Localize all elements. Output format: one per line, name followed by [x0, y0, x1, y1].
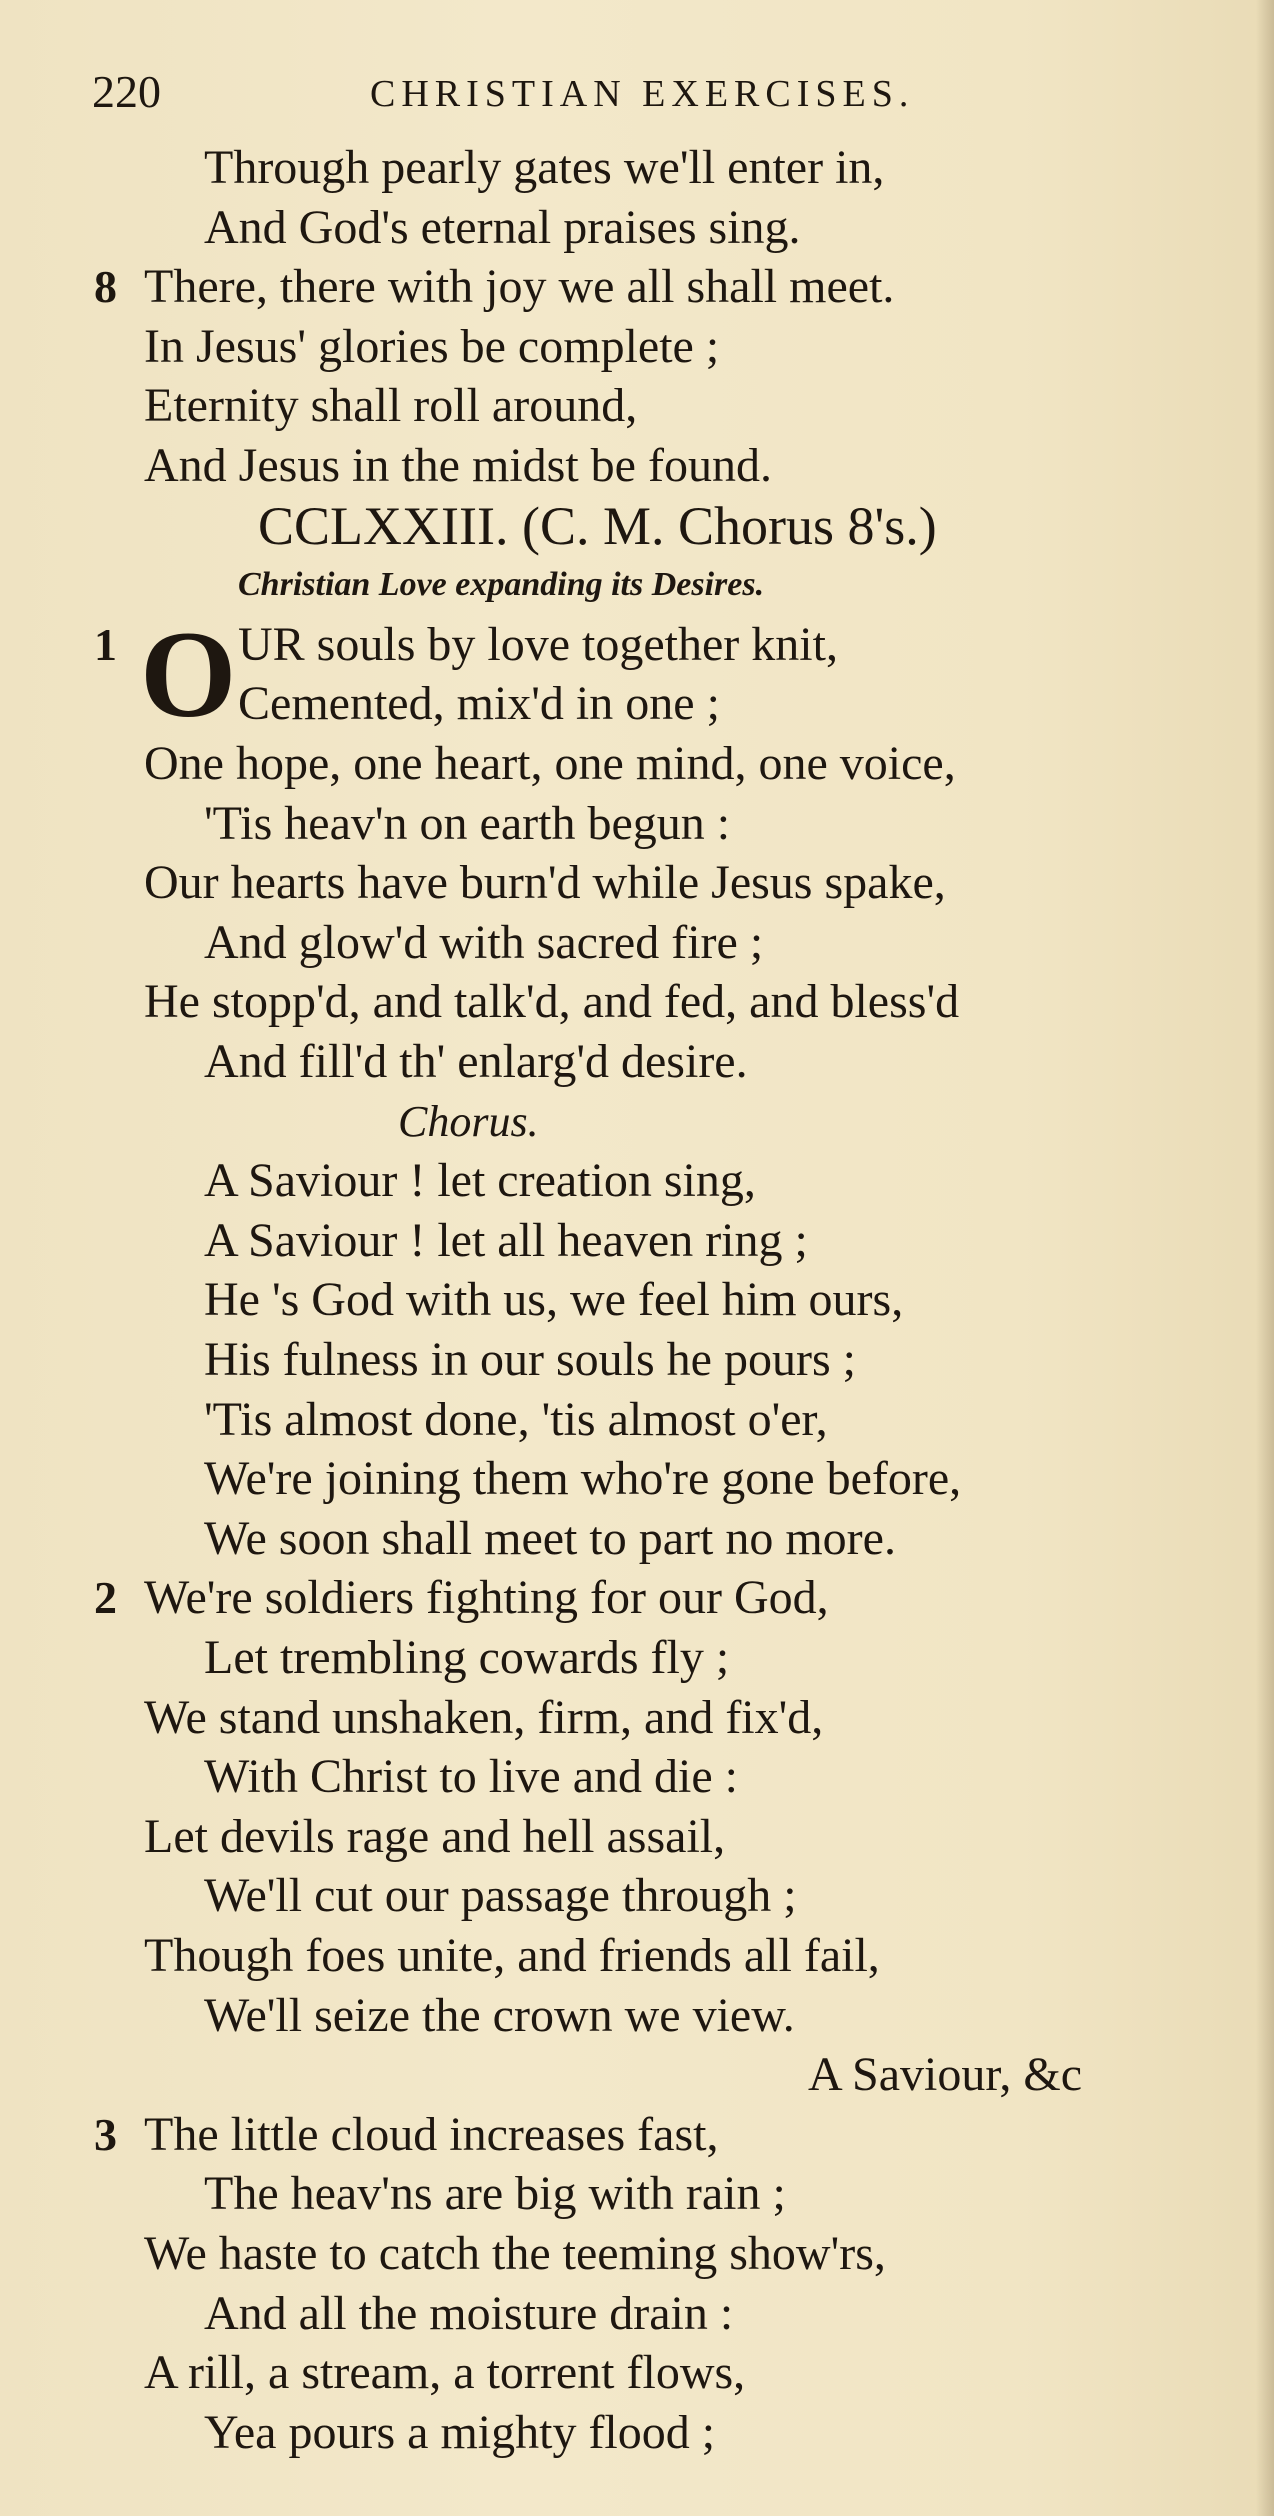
- verse-line: We haste to catch the teeming show'rs,: [144, 2227, 886, 2280]
- verse-line: Eternity shall roll around,: [144, 379, 638, 432]
- verse-line: 'Tis heav'n on earth begun :: [204, 797, 731, 850]
- verse-line: We'll seize the crown we view.: [204, 1989, 795, 2042]
- stanza-number: 1: [94, 619, 117, 670]
- stanza-number: 3: [94, 2109, 117, 2160]
- verse-line: And God's eternal praises sing.: [204, 201, 801, 254]
- verse-line: There, there with joy we all shall meet.: [144, 260, 895, 313]
- verse-line: We soon shall meet to part no more.: [204, 1512, 896, 1565]
- verse-line: Through pearly gates we'll enter in,: [204, 141, 885, 194]
- verse-line: And glow'd with sacred fire ;: [204, 916, 764, 969]
- verse-line: 'Tis almost done, 'tis almost o'er,: [204, 1393, 828, 1446]
- verse-line: He stopp'd, and talk'd, and fed, and bless'd: [144, 975, 960, 1028]
- verse-line: Cemented, mix'd in one ;: [238, 677, 720, 730]
- verse-line: And Jesus in the midst be found.: [144, 439, 772, 492]
- verse-line: Yea pours a mighty flood ;: [204, 2406, 716, 2459]
- running-head: CHRISTIAN EXERCISES.: [370, 73, 915, 115]
- verse-line: Let devils rage and hell assail,: [144, 1810, 726, 1863]
- verse-line: The little cloud increases fast,: [144, 2108, 719, 2161]
- verse-line: And all the moisture drain :: [204, 2287, 734, 2340]
- verse-line: And fill'd th' enlarg'd desire.: [204, 1035, 748, 1088]
- stanza-number: 2: [94, 1572, 117, 1623]
- verse-line: He 's God with us, we feel him ours,: [204, 1273, 904, 1326]
- page-edge-shadow: [1256, 0, 1274, 2516]
- verse-line: Though foes unite, and friends all fail,: [144, 1929, 880, 1982]
- verse-line: The heav'ns are big with rain ;: [204, 2167, 786, 2220]
- verse-line: We're soldiers fighting for our God,: [144, 1571, 829, 1624]
- verse-line: We stand unshaken, firm, and fix'd,: [144, 1691, 824, 1744]
- chorus-label: Chorus.: [398, 1097, 539, 1146]
- stanza-number: 8: [94, 261, 117, 312]
- verse-line: UR souls by love together knit,: [238, 618, 838, 671]
- verse-line: Our hearts have burn'd while Jesus spake,: [144, 856, 946, 909]
- drop-cap: O: [140, 606, 237, 743]
- hymn-subtitle: Christian Love expanding its Desires.: [238, 566, 765, 603]
- verse-line: Let trembling cowards fly ;: [204, 1631, 730, 1684]
- page-number: 220: [92, 66, 161, 117]
- verse-line: One hope, one heart, one mind, one voice,: [144, 737, 956, 790]
- verse-line: In Jesus' glories be complete ;: [144, 320, 720, 373]
- refrain-cue: A Saviour, &c: [808, 2048, 1083, 2101]
- verse-line: A rill, a stream, a torrent flows,: [144, 2346, 746, 2399]
- hymn-title: CCLXXIII. (C. M. Chorus 8's.): [258, 496, 937, 556]
- verse-line: We'll cut our passage through ;: [204, 1869, 797, 1922]
- verse-line: A Saviour ! let all heaven ring ;: [204, 1214, 808, 1267]
- verse-line: With Christ to live and die :: [204, 1750, 738, 1803]
- verse-line: A Saviour ! let creation sing,: [204, 1154, 756, 1207]
- verse-line: We're joining them who're gone before,: [204, 1452, 962, 1505]
- verse-line: His fulness in our souls he pours ;: [204, 1333, 856, 1386]
- page-header: [92, 64, 992, 120]
